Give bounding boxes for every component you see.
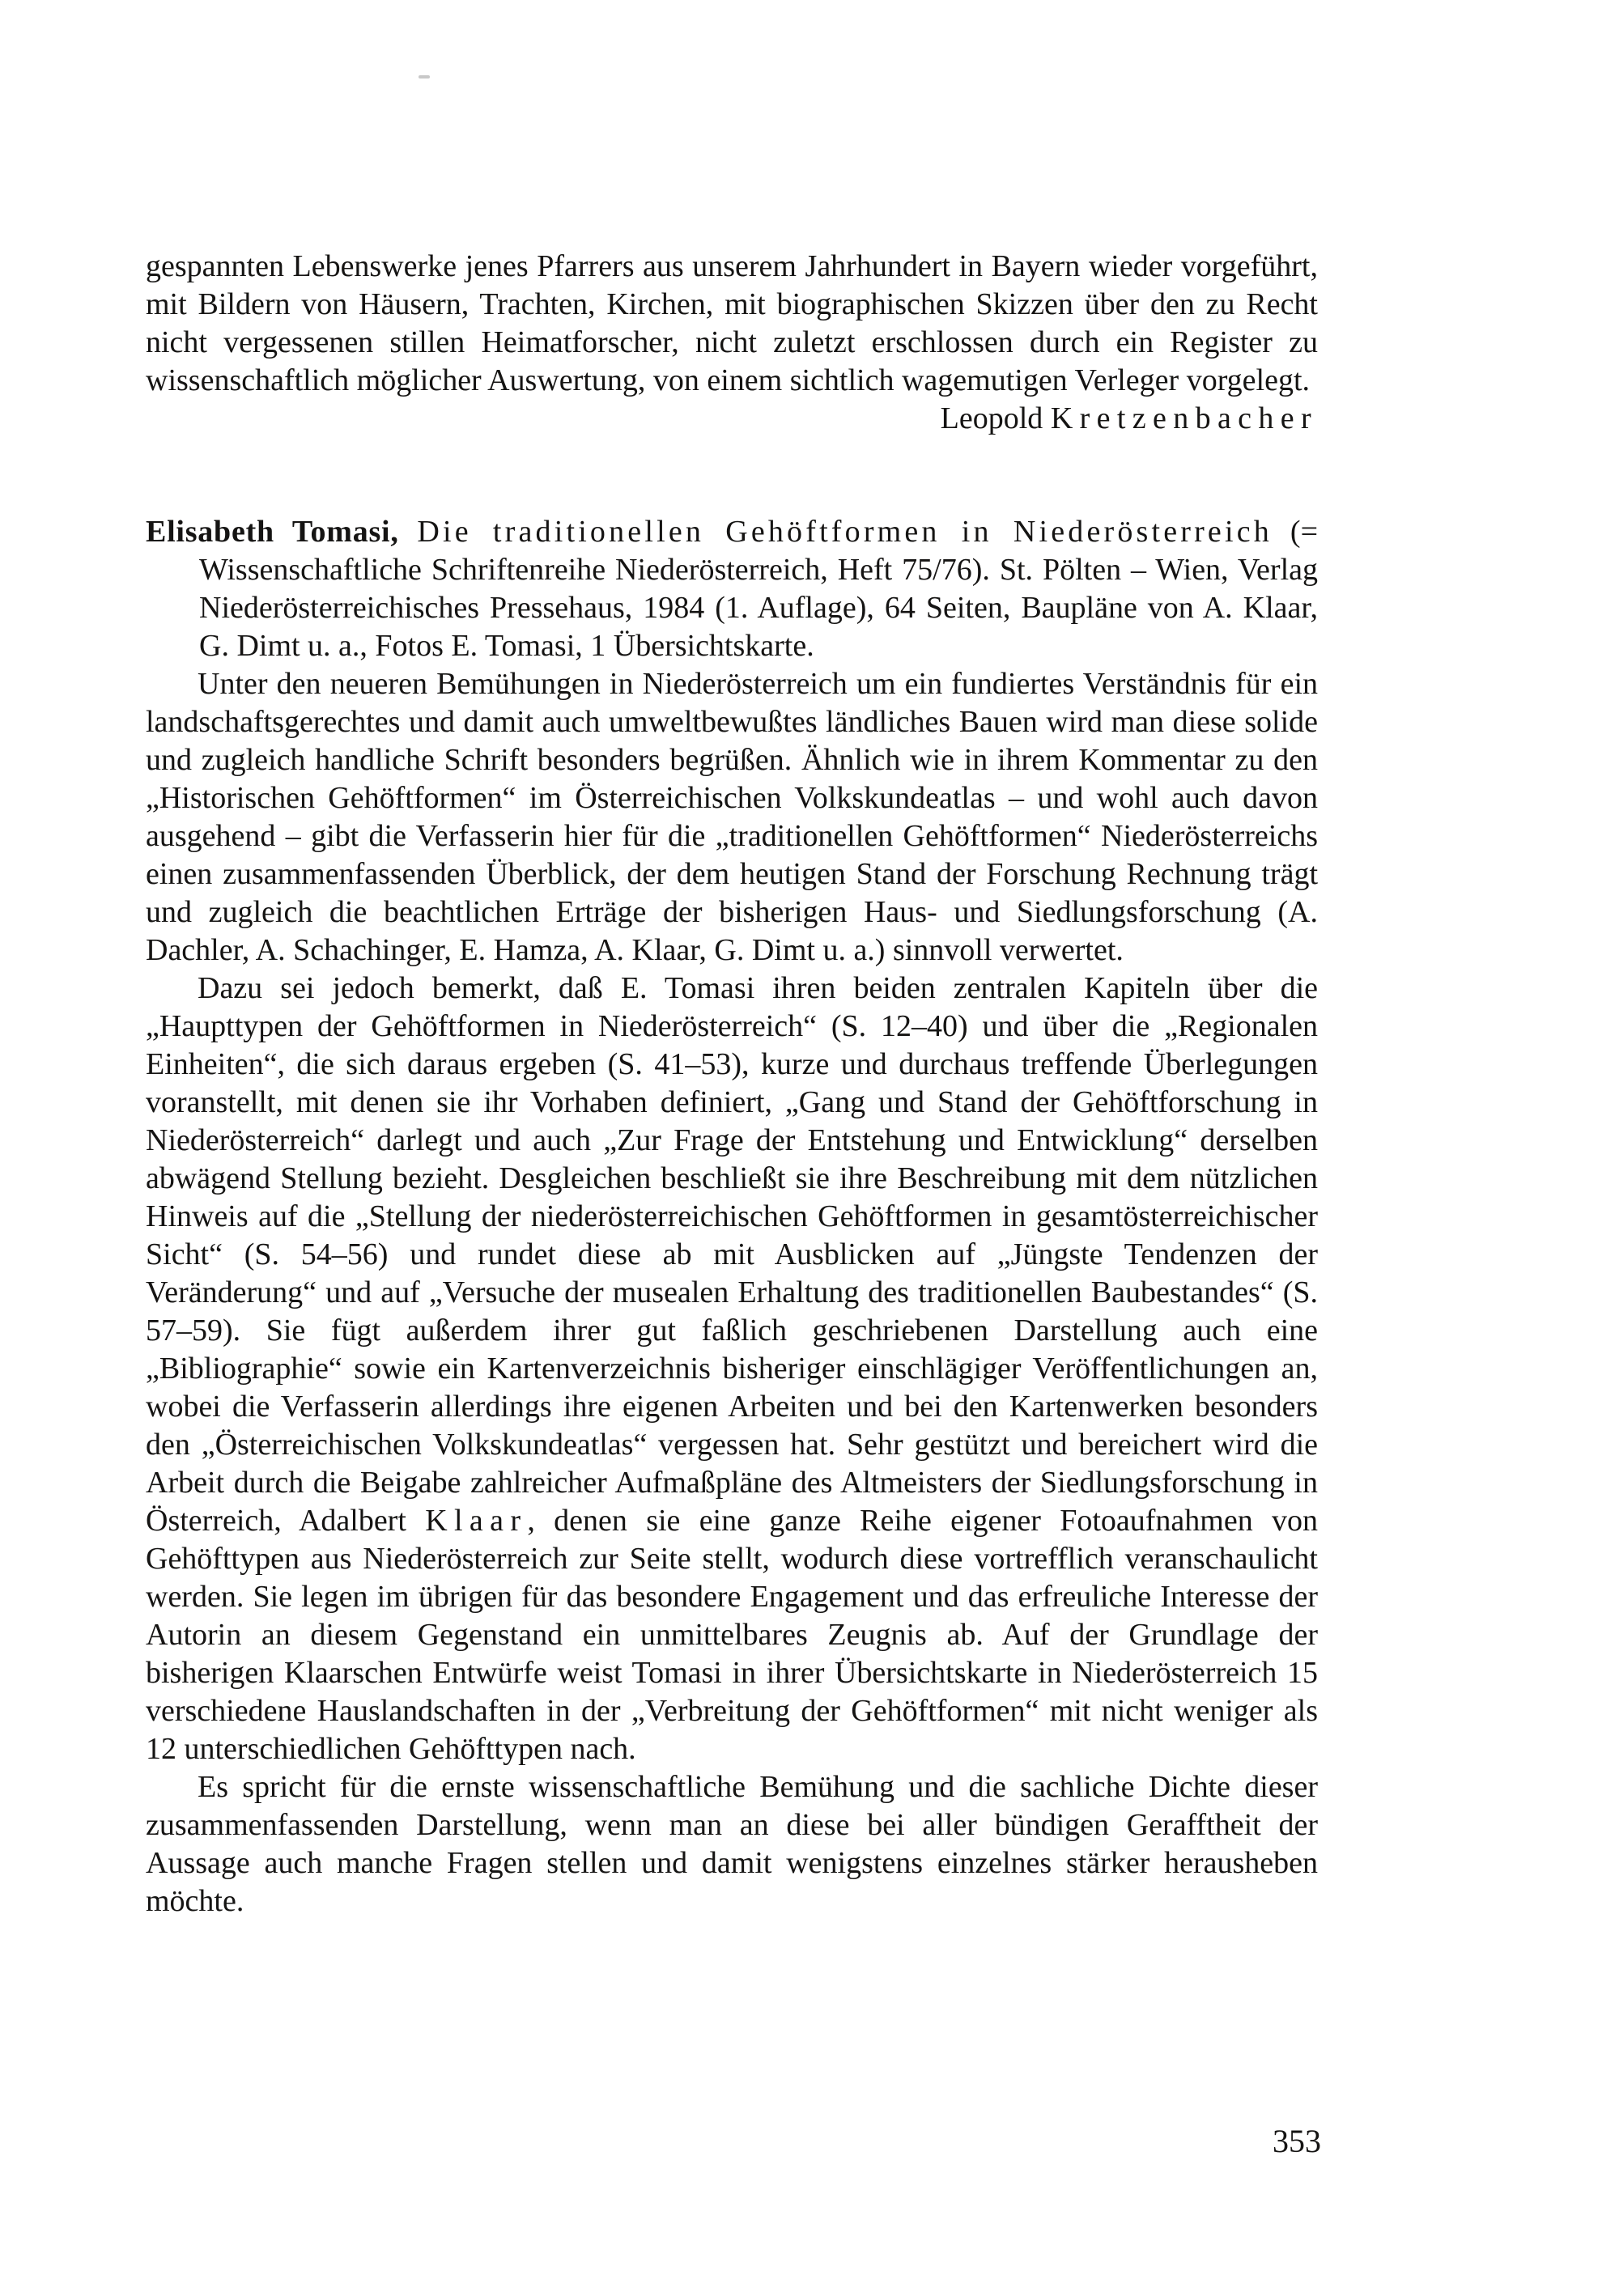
review-title: Die traditionellen Gehöftformen in Niederösterreich [417, 515, 1273, 549]
review-author: Elisabeth Tomasi, [146, 515, 418, 549]
page-number: 353 [1273, 2123, 1321, 2159]
continuation-paragraph: gespannten Lebenswerke jenes Pfarrers aus unserem Jahrhundert in Bayern wieder vorgeführt, mit Bildern von Häusern, Trachten, Kirchen, mit biographischen Skizzen über den zu Recht nicht vergessenen stillen Heimatforscher, nicht zuletzt erschlossen durch ein Register zu wissenschaftlich möglicher Auswertung, von einem sichtlich wagemutigen Verleger vorgelegt. [146, 249, 1318, 397]
reviewer-last-name: Kretzenbacher [1050, 401, 1318, 435]
reviewer-signature [146, 400, 1318, 438]
review-paragraph-2 [146, 970, 1318, 1768]
review-paragraph-3: Es spricht für die ernste wissenschaftliche Bemühung und die sachliche Dichte dieser zusammenfassenden Darstellung, wenn man an diese bei aller bündigen Gerafftheit der Aussage auch manche Fragen stellen und damit wenigstens einzelnes stärker herausheben möchte. [146, 1770, 1318, 1918]
review-paragraph-1: Unter den neueren Bemühungen in Niederösterreich um ein fundiertes Verständnis für ein landschaftsgerechtes und damit auch umweltbewußtes ländliches Bauen wird man diese solide und zugleich handliche Schrift besonders begrüßen. Ähnlich wie in ihrem Kommentar zu den „Historischen Gehöftformen“ im Österreichischen Volkskundeatlas – und wohl auch davon ausgehend – gibt die Verfasserin hier für die „traditionellen Gehöftformen“ Niederösterreichs einen zusammenfassenden Überblick, der dem heutigen Stand der Forschung Rechnung trägt und zugleich die beachtlichen Erträge der bisherigen Haus- und Siedlungsforschung (A. Dachler, A. Schachinger, E. Hamza, A. Klaar, G. Dimt u. a.) sinnvoll verwertet. [146, 667, 1318, 967]
reviewer-first-name: Leopold [940, 401, 1051, 435]
review-bibliographic-info: (= Wissenschaftliche Schriftenreihe Niederösterreich, Heft 75/76). St. Pölten – Wien, Verlag Niederösterreichisches Pressehaus, 1984 (1. Auflage), 64 Seiten, Baupläne von A. Klaar, G. Dimt u. a., Fotos E. Tomasi, 1 Übersichtskarte. [199, 515, 1319, 663]
review-heading [146, 513, 1318, 665]
scan-artifact [419, 75, 430, 79]
review-paragraph-2-text-a: Dazu sei jedoch bemerkt, daß E. Tomasi ihren beiden zentralen Kapiteln über die „Haupttypen der Gehöftformen in Niederösterreich“ (S. 12–40) und über die „Regionalen Einheiten“, die sich daraus ergeben (S. 41–53), kurze und durchaus treffende Überlegungen voranstellt, mit denen sie ihr Vorhaben definiert, „Gang und Stand der Gehöftforschung in Niederösterreich“ darlegt und auch „Zur Frage der Entstehung und Entwicklung“ derselben abwägend Stellung bezieht. Desgleichen beschließt sie ihre Beschreibung mit dem nützlichen Hinweis auf die „Stellung der niederösterreichischen Gehöftformen in gesamtösterreichischer Sicht“ (S. 54–56) und rundet diese ab mit Ausblicken auf „Jüngste Tendenzen der Veränderung“ und auf „Versuche der musealen Erhaltung des traditionellen Baubestandes“ (S. 57–59). Sie fügt außerdem ihrer gut faßlich geschriebenen Darstellung auch eine „Bibliographie“ sowie ein Kartenverzeichnis bisheriger einschlägiger Veröffentlichungen an, wobei die Verfasserin allerdings ihre eigenen Arbeiten und bei den Kartenwerken besonders den „Österreichischen Volkskundeatlas“ vergessen hat. Sehr gestützt und bereichert wird die Arbeit durch die Beigabe zahlreicher Aufmaßpläne des Altmeisters der Siedlungsforschung in Österreich, Adalbert [146, 971, 1318, 1538]
spaced-name-klaar: Klaar [425, 1504, 528, 1538]
review-paragraph-2-text-b: , denen sie eine ganze Reihe eigener Fotoaufnahmen von Gehöfttypen aus Niederösterreich zur Seite stellt, wodurch diese vortrefflich veranschaulicht werden. Sie legen im übrigen für das besondere Engagement und das erfreuliche Interesse der Autorin an diesem Gegenstand ein unmittelbares Zeugnis ab. Auf der Grundlage der bisherigen Klaarschen Entwürfe weist Tomasi in ihrer Übersichtskarte in Niederösterreich 15 verschiedene Hauslandschaften in der „Verbreitung der Gehöftformen“ mit nicht weniger als 12 unterschiedlichen Gehöfttypen nach. [146, 1504, 1318, 1766]
text-block [146, 248, 1318, 1920]
